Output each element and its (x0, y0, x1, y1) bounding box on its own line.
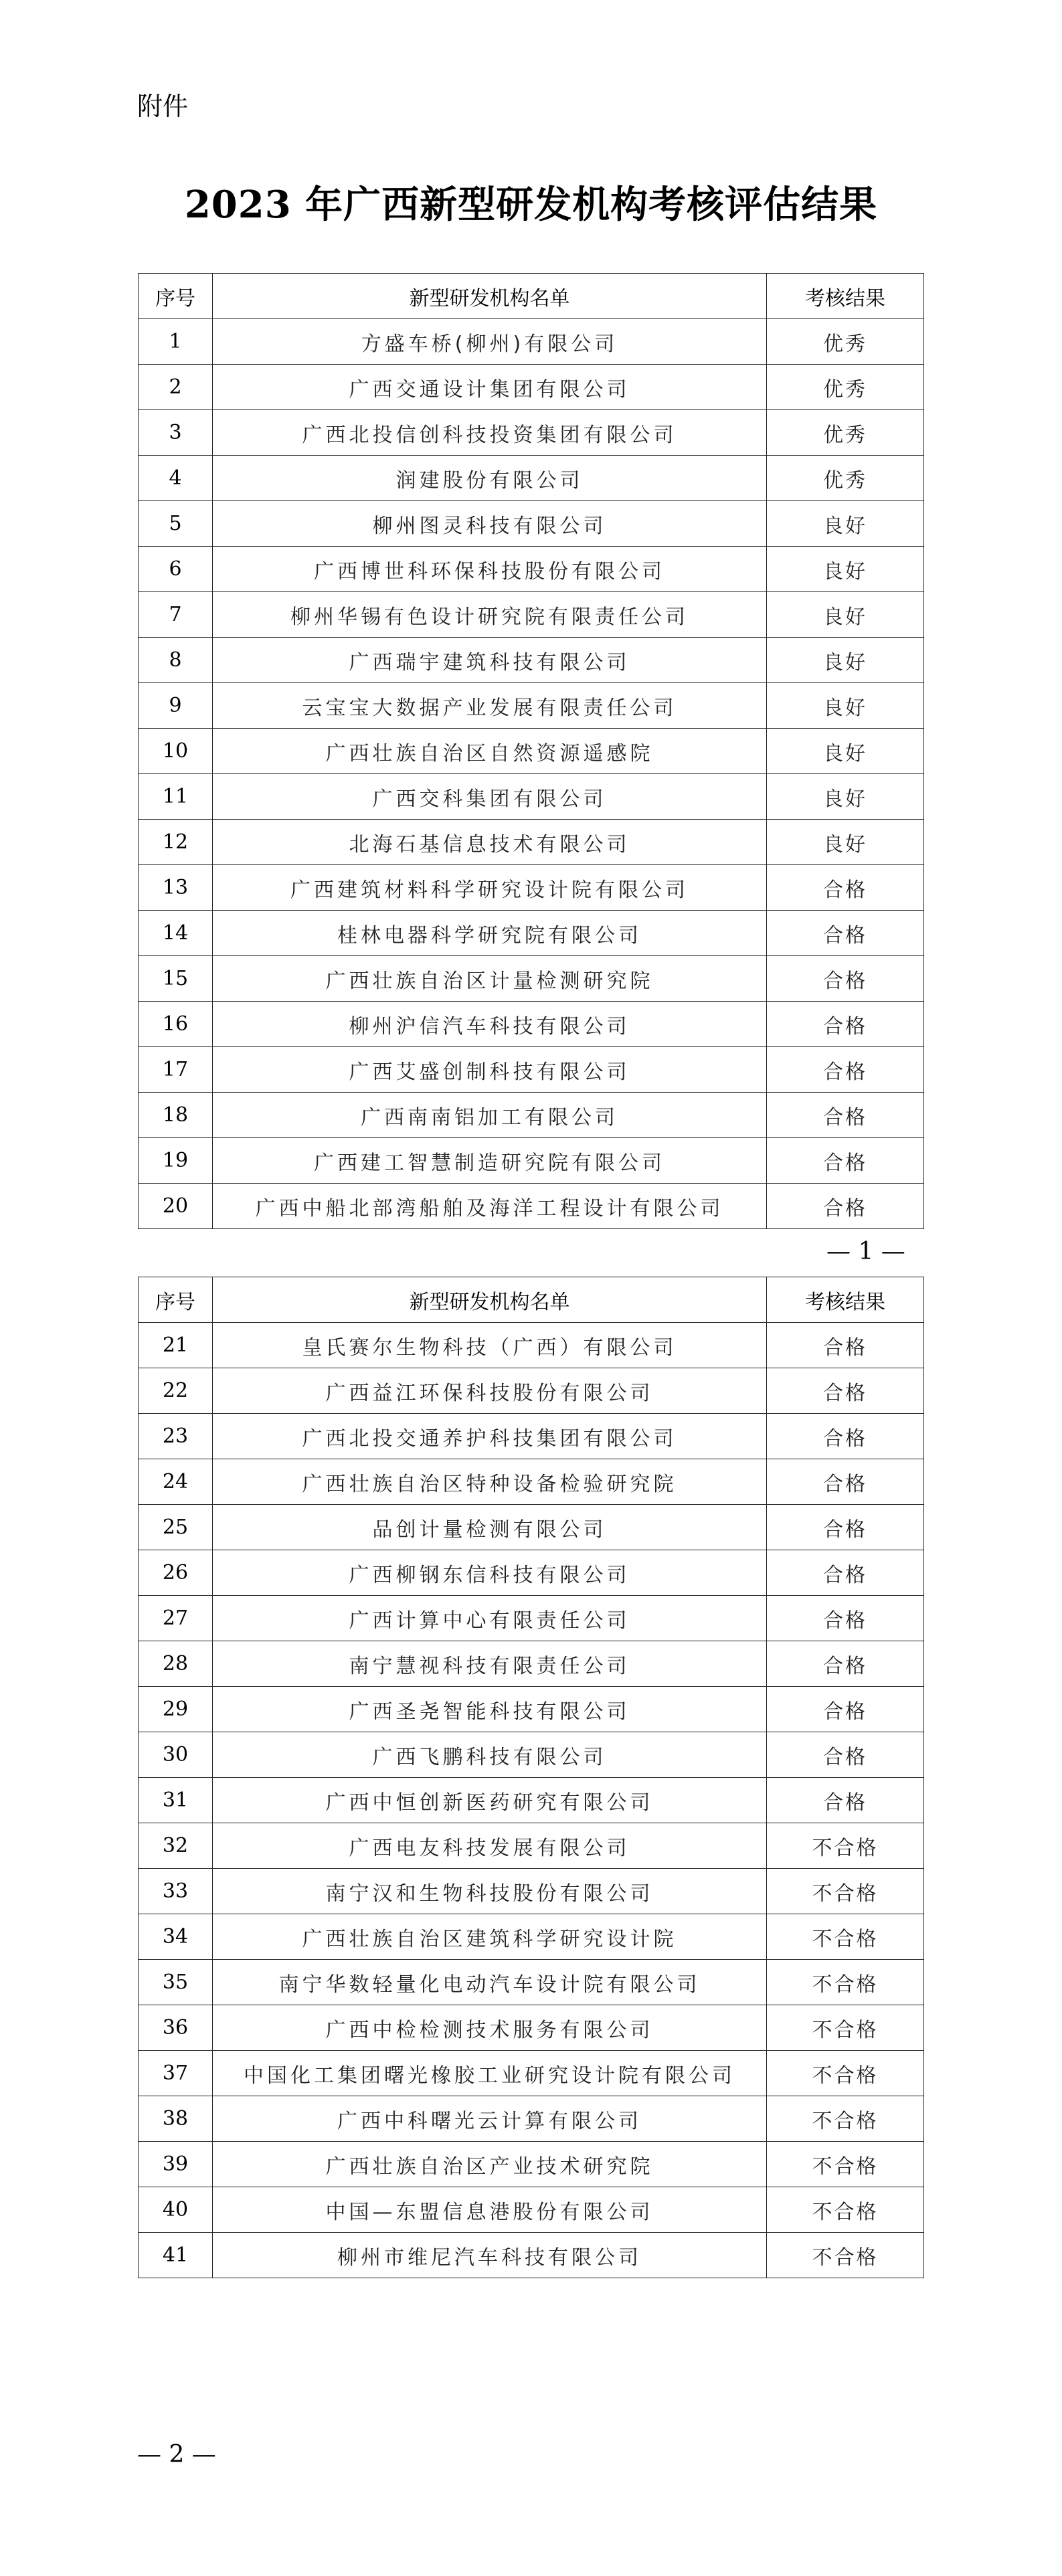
row-index: 9 (139, 683, 213, 729)
row-result: 不合格 (767, 2051, 924, 2096)
row-result: 不合格 (767, 2142, 924, 2187)
row-index: 3 (139, 410, 213, 456)
row-org-name: 润建股份有限公司 (213, 456, 767, 501)
row-index: 38 (139, 2096, 213, 2142)
row-index: 16 (139, 1002, 213, 1047)
row-result: 合格 (767, 956, 924, 1002)
row-result: 不合格 (767, 2187, 924, 2233)
table-row (139, 1823, 924, 1869)
row-org-name: 广西瑞宇建筑科技有限公司 (213, 638, 767, 683)
row-org-name: 品创计量检测有限公司 (213, 1505, 767, 1550)
row-index: 31 (139, 1778, 213, 1823)
row-result: 合格 (767, 1550, 924, 1596)
table-header-row (139, 1277, 924, 1323)
row-index: 32 (139, 1823, 213, 1869)
table-row (139, 1778, 924, 1823)
row-index: 41 (139, 2233, 213, 2278)
row-index: 27 (139, 1596, 213, 1641)
row-org-name: 云宝宝大数据产业发展有限责任公司 (213, 683, 767, 729)
row-result: 合格 (767, 1505, 924, 1550)
page-number-2: — 2 — (137, 2441, 216, 2468)
row-index: 8 (139, 638, 213, 683)
row-result: 良好 (767, 774, 924, 820)
row-result: 良好 (767, 683, 924, 729)
row-index: 19 (139, 1138, 213, 1184)
row-org-name: 广西建工智慧制造研究院有限公司 (213, 1138, 767, 1184)
row-org-name: 柳州沪信汽车科技有限公司 (213, 1002, 767, 1047)
table-row (139, 2142, 924, 2187)
row-org-name: 广西益江环保科技股份有限公司 (213, 1368, 767, 1414)
row-org-name: 广西壮族自治区建筑科学研究设计院 (213, 1914, 767, 1960)
row-org-name: 广西中恒创新医药研究有限公司 (213, 1778, 767, 1823)
row-index: 12 (139, 820, 213, 865)
row-org-name: 广西南南铝加工有限公司 (213, 1093, 767, 1138)
table-row (139, 911, 924, 956)
row-index: 25 (139, 1505, 213, 1550)
row-result: 不合格 (767, 2005, 924, 2051)
header-index: 序号 (139, 274, 213, 319)
row-org-name: 广西中检检测技术服务有限公司 (213, 2005, 767, 2051)
row-org-name: 广西中船北部湾船舶及海洋工程设计有限公司 (213, 1184, 767, 1229)
table-row (139, 1505, 924, 1550)
table-row (139, 1368, 924, 1414)
row-index: 22 (139, 1368, 213, 1414)
table-row (139, 774, 924, 820)
table-row (139, 1687, 924, 1732)
row-org-name: 南宁汉和生物科技股份有限公司 (213, 1869, 767, 1914)
row-index: 33 (139, 1869, 213, 1914)
table-row (139, 2187, 924, 2233)
row-result: 合格 (767, 1641, 924, 1687)
row-result: 合格 (767, 1414, 924, 1459)
row-org-name: 广西柳钢东信科技有限公司 (213, 1550, 767, 1596)
table-row (139, 319, 924, 365)
attachment-label: 附件 (137, 92, 189, 121)
row-index: 15 (139, 956, 213, 1002)
row-org-name: 广西交科集团有限公司 (213, 774, 767, 820)
row-index: 23 (139, 1414, 213, 1459)
row-org-name: 广西壮族自治区自然资源遥感院 (213, 729, 767, 774)
row-org-name: 方盛车桥(柳州)有限公司 (213, 319, 767, 365)
header-name: 新型研发机构名单 (213, 1277, 767, 1323)
row-result: 合格 (767, 1459, 924, 1505)
row-org-name: 广西计算中心有限责任公司 (213, 1596, 767, 1641)
table-row (139, 1914, 924, 1960)
row-result: 良好 (767, 820, 924, 865)
row-index: 14 (139, 911, 213, 956)
row-result: 合格 (767, 911, 924, 956)
row-result: 良好 (767, 592, 924, 638)
header-index: 序号 (139, 1277, 213, 1323)
row-result: 合格 (767, 1184, 924, 1229)
row-result: 合格 (767, 1002, 924, 1047)
results-table-page-1 (138, 273, 924, 1229)
row-index: 4 (139, 456, 213, 501)
row-result: 合格 (767, 1687, 924, 1732)
row-org-name: 北海石基信息技术有限公司 (213, 820, 767, 865)
row-org-name: 广西壮族自治区产业技术研究院 (213, 2142, 767, 2187)
header-name: 新型研发机构名单 (213, 274, 767, 319)
row-index: 26 (139, 1550, 213, 1596)
row-org-name: 广西博世科环保科技股份有限公司 (213, 547, 767, 592)
page-number-1: — 1 — (826, 1238, 905, 1265)
row-result: 优秀 (767, 365, 924, 410)
table-row (139, 1414, 924, 1459)
table-row (139, 820, 924, 865)
row-index: 18 (139, 1093, 213, 1138)
row-result: 不合格 (767, 1869, 924, 1914)
row-result: 优秀 (767, 319, 924, 365)
row-index: 17 (139, 1047, 213, 1093)
row-index: 29 (139, 1687, 213, 1732)
table-row (139, 1138, 924, 1184)
row-org-name: 广西艾盛创制科技有限公司 (213, 1047, 767, 1093)
table-row (139, 729, 924, 774)
row-result: 不合格 (767, 2096, 924, 2142)
table-row (139, 2005, 924, 2051)
row-result: 合格 (767, 1368, 924, 1414)
row-index: 13 (139, 865, 213, 911)
page-title: 2023 年广西新型研发机构考核评估结果 (184, 183, 878, 227)
row-index: 40 (139, 2187, 213, 2233)
row-index: 2 (139, 365, 213, 410)
table-row (139, 410, 924, 456)
table-row (139, 1002, 924, 1047)
row-org-name: 南宁华数轻量化电动汽车设计院有限公司 (213, 1960, 767, 2005)
table-row (139, 1960, 924, 2005)
row-result: 合格 (767, 1732, 924, 1778)
row-result: 不合格 (767, 1960, 924, 2005)
table-row (139, 365, 924, 410)
row-result: 不合格 (767, 1823, 924, 1869)
row-result: 良好 (767, 638, 924, 683)
header-result: 考核结果 (767, 1277, 924, 1323)
row-org-name: 中国—东盟信息港股份有限公司 (213, 2187, 767, 2233)
table-row (139, 1732, 924, 1778)
row-index: 36 (139, 2005, 213, 2051)
row-index: 39 (139, 2142, 213, 2187)
row-index: 10 (139, 729, 213, 774)
table-row (139, 956, 924, 1002)
row-result: 良好 (767, 729, 924, 774)
table-row (139, 1459, 924, 1505)
row-index: 28 (139, 1641, 213, 1687)
row-result: 合格 (767, 1323, 924, 1368)
row-result: 良好 (767, 547, 924, 592)
table-row (139, 1323, 924, 1368)
table-row (139, 683, 924, 729)
table-row (139, 1093, 924, 1138)
row-result: 合格 (767, 1047, 924, 1093)
header-result: 考核结果 (767, 274, 924, 319)
table-body-page-1 (139, 319, 924, 1229)
row-index: 37 (139, 2051, 213, 2096)
row-index: 7 (139, 592, 213, 638)
row-result: 优秀 (767, 456, 924, 501)
table-row (139, 456, 924, 501)
table-row (139, 1596, 924, 1641)
table-row (139, 1550, 924, 1596)
row-index: 5 (139, 501, 213, 547)
row-index: 21 (139, 1323, 213, 1368)
row-org-name: 广西北投信创科技投资集团有限公司 (213, 410, 767, 456)
row-org-name: 广西壮族自治区计量检测研究院 (213, 956, 767, 1002)
table-row (139, 1869, 924, 1914)
row-org-name: 柳州图灵科技有限公司 (213, 501, 767, 547)
row-result: 合格 (767, 1093, 924, 1138)
table-row (139, 2051, 924, 2096)
table-row (139, 592, 924, 638)
row-index: 6 (139, 547, 213, 592)
row-index: 34 (139, 1914, 213, 1960)
row-org-name: 广西交通设计集团有限公司 (213, 365, 767, 410)
table-header-row (139, 274, 924, 319)
row-result: 优秀 (767, 410, 924, 456)
table-row (139, 1047, 924, 1093)
row-org-name: 皇氏赛尔生物科技（广西）有限公司 (213, 1323, 767, 1368)
row-org-name: 柳州市维尼汽车科技有限公司 (213, 2233, 767, 2278)
row-org-name: 广西中科曙光云计算有限公司 (213, 2096, 767, 2142)
results-table-page-2 (138, 1277, 924, 2278)
table-row (139, 2233, 924, 2278)
table-row (139, 1641, 924, 1687)
row-result: 不合格 (767, 1914, 924, 1960)
row-org-name: 广西电友科技发展有限公司 (213, 1823, 767, 1869)
row-index: 30 (139, 1732, 213, 1778)
row-org-name: 柳州华锡有色设计研究院有限责任公司 (213, 592, 767, 638)
row-org-name: 广西北投交通养护科技集团有限公司 (213, 1414, 767, 1459)
row-result: 合格 (767, 1138, 924, 1184)
table-body-page-2 (139, 1323, 924, 2278)
row-org-name: 广西飞鹏科技有限公司 (213, 1732, 767, 1778)
row-org-name: 广西壮族自治区特种设备检验研究院 (213, 1459, 767, 1505)
row-index: 20 (139, 1184, 213, 1229)
table-row (139, 865, 924, 911)
row-index: 1 (139, 319, 213, 365)
table-row (139, 1184, 924, 1229)
row-org-name: 南宁慧视科技有限责任公司 (213, 1641, 767, 1687)
table-row (139, 501, 924, 547)
row-org-name: 中国化工集团曙光橡胶工业研究设计院有限公司 (213, 2051, 767, 2096)
row-result: 合格 (767, 1778, 924, 1823)
row-org-name: 广西圣尧智能科技有限公司 (213, 1687, 767, 1732)
row-index: 35 (139, 1960, 213, 2005)
row-result: 良好 (767, 501, 924, 547)
row-org-name: 广西建筑材料科学研究设计院有限公司 (213, 865, 767, 911)
row-result: 合格 (767, 1596, 924, 1641)
row-result: 不合格 (767, 2233, 924, 2278)
table-row (139, 547, 924, 592)
row-result: 合格 (767, 865, 924, 911)
row-index: 24 (139, 1459, 213, 1505)
table-row (139, 2096, 924, 2142)
row-org-name: 桂林电器科学研究院有限公司 (213, 911, 767, 956)
row-index: 11 (139, 774, 213, 820)
table-row (139, 638, 924, 683)
